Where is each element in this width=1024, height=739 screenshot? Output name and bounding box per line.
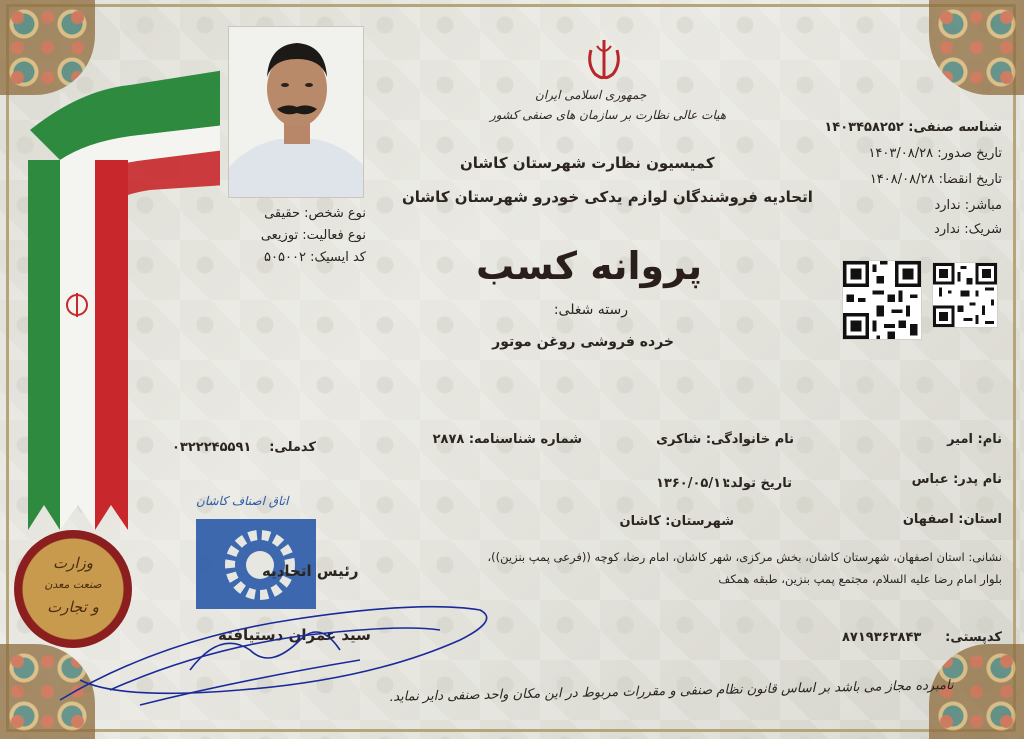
guild-chamber-logo bbox=[190, 495, 340, 615]
footer-statement: نامبرده مجاز می باشد بر اساس قانون نظام صنفی و مقررات مربوط در این مکان واحد صنفی دایر نماید. bbox=[389, 678, 955, 705]
iran-emblem-icon bbox=[581, 36, 627, 82]
isic-code: کد ایسیک: ۵۰۵۰۰۲ bbox=[264, 250, 366, 265]
guild-logo-text: اتاق اصناف کاشان bbox=[196, 494, 289, 508]
birth-date-value: ۱۳۶۰/۰۵/۱۱ bbox=[656, 476, 729, 491]
page-title: پروانه کسب bbox=[476, 244, 703, 288]
republic-line: جمهوری اسلامی ایران bbox=[535, 88, 647, 102]
board-line: هیات عالی نظارت بر سازمان های صنفی کشور bbox=[490, 108, 727, 122]
occupation-label: رسته شغلی: bbox=[553, 302, 628, 318]
occupation-value: خرده فروشی روغن موتور bbox=[492, 334, 674, 350]
postal-code-label: کدپستی: bbox=[945, 630, 1002, 645]
qr-code-right bbox=[932, 262, 998, 328]
signatory-role: رئیس اتحادیه bbox=[262, 562, 359, 580]
birth-date-label: تاریخ تولد: bbox=[725, 476, 792, 491]
holder-photo bbox=[228, 26, 364, 198]
qr-code-left bbox=[842, 260, 922, 340]
seal-line-2: صنعت معدن bbox=[44, 578, 102, 591]
ministry-seal bbox=[14, 530, 132, 648]
family-name: نام خانوادگی: شاکری bbox=[656, 432, 794, 447]
province-field: استان: اصفهان bbox=[902, 512, 1002, 527]
address-line-1: نشانی: استان اصفهان، شهرستان کاشان، بخش مرکزی، شهر کاشان، امام رضا، کوچه ((فرعی پمپ بنزین))، bbox=[487, 550, 1002, 564]
seal-line-3: و تجارت bbox=[47, 598, 99, 616]
address-line-2: بلوار امام رضا علیه السلام، مجتمع پمپ بنزین، طبقه همکف bbox=[718, 572, 1002, 586]
partner-field: شریک: ندارد bbox=[934, 222, 1002, 237]
postal-code-value: ۸۷۱۹۳۶۳۸۴۳ bbox=[842, 630, 922, 645]
city-field: شهرستان: کاشان bbox=[619, 514, 734, 529]
issue-date: تاریخ صدور: ۱۴۰۳/۰۸/۲۸ bbox=[868, 146, 1002, 161]
iran-flag-ribbon bbox=[20, 50, 220, 540]
national-code-value: ۰۳۲۲۲۴۵۵۹۱ bbox=[172, 440, 252, 455]
commission-line: کمیسیون نظارت شهرستان کاشان bbox=[460, 154, 715, 172]
national-code-label: کدملی: bbox=[269, 440, 316, 455]
guild-id: شناسه صنفی: ۱۴۰۳۴۵۸۲۵۲ bbox=[824, 120, 1002, 135]
expiry-date: تاریخ انقضا: ۱۴۰۸/۰۸/۲۸ bbox=[869, 172, 1002, 187]
id-number: شماره شناسنامه: ۲۸۷۸ bbox=[432, 432, 582, 447]
direct-field: مباشر: ندارد bbox=[934, 198, 1002, 213]
first-name: نام: امیر bbox=[947, 432, 1002, 447]
seal-line-1: وزارت bbox=[52, 554, 94, 572]
person-type: نوع شخص: حقیقی bbox=[264, 206, 366, 221]
union-line: اتحادیه فروشندگان لوازم یدکی خودرو شهرستان کاشان bbox=[402, 188, 813, 206]
signatory-name: سید عمران دستیافته bbox=[218, 626, 371, 644]
activity-type: نوع فعالیت: توزیعی bbox=[260, 228, 366, 243]
father-name: نام پدر: عباس bbox=[911, 472, 1002, 487]
